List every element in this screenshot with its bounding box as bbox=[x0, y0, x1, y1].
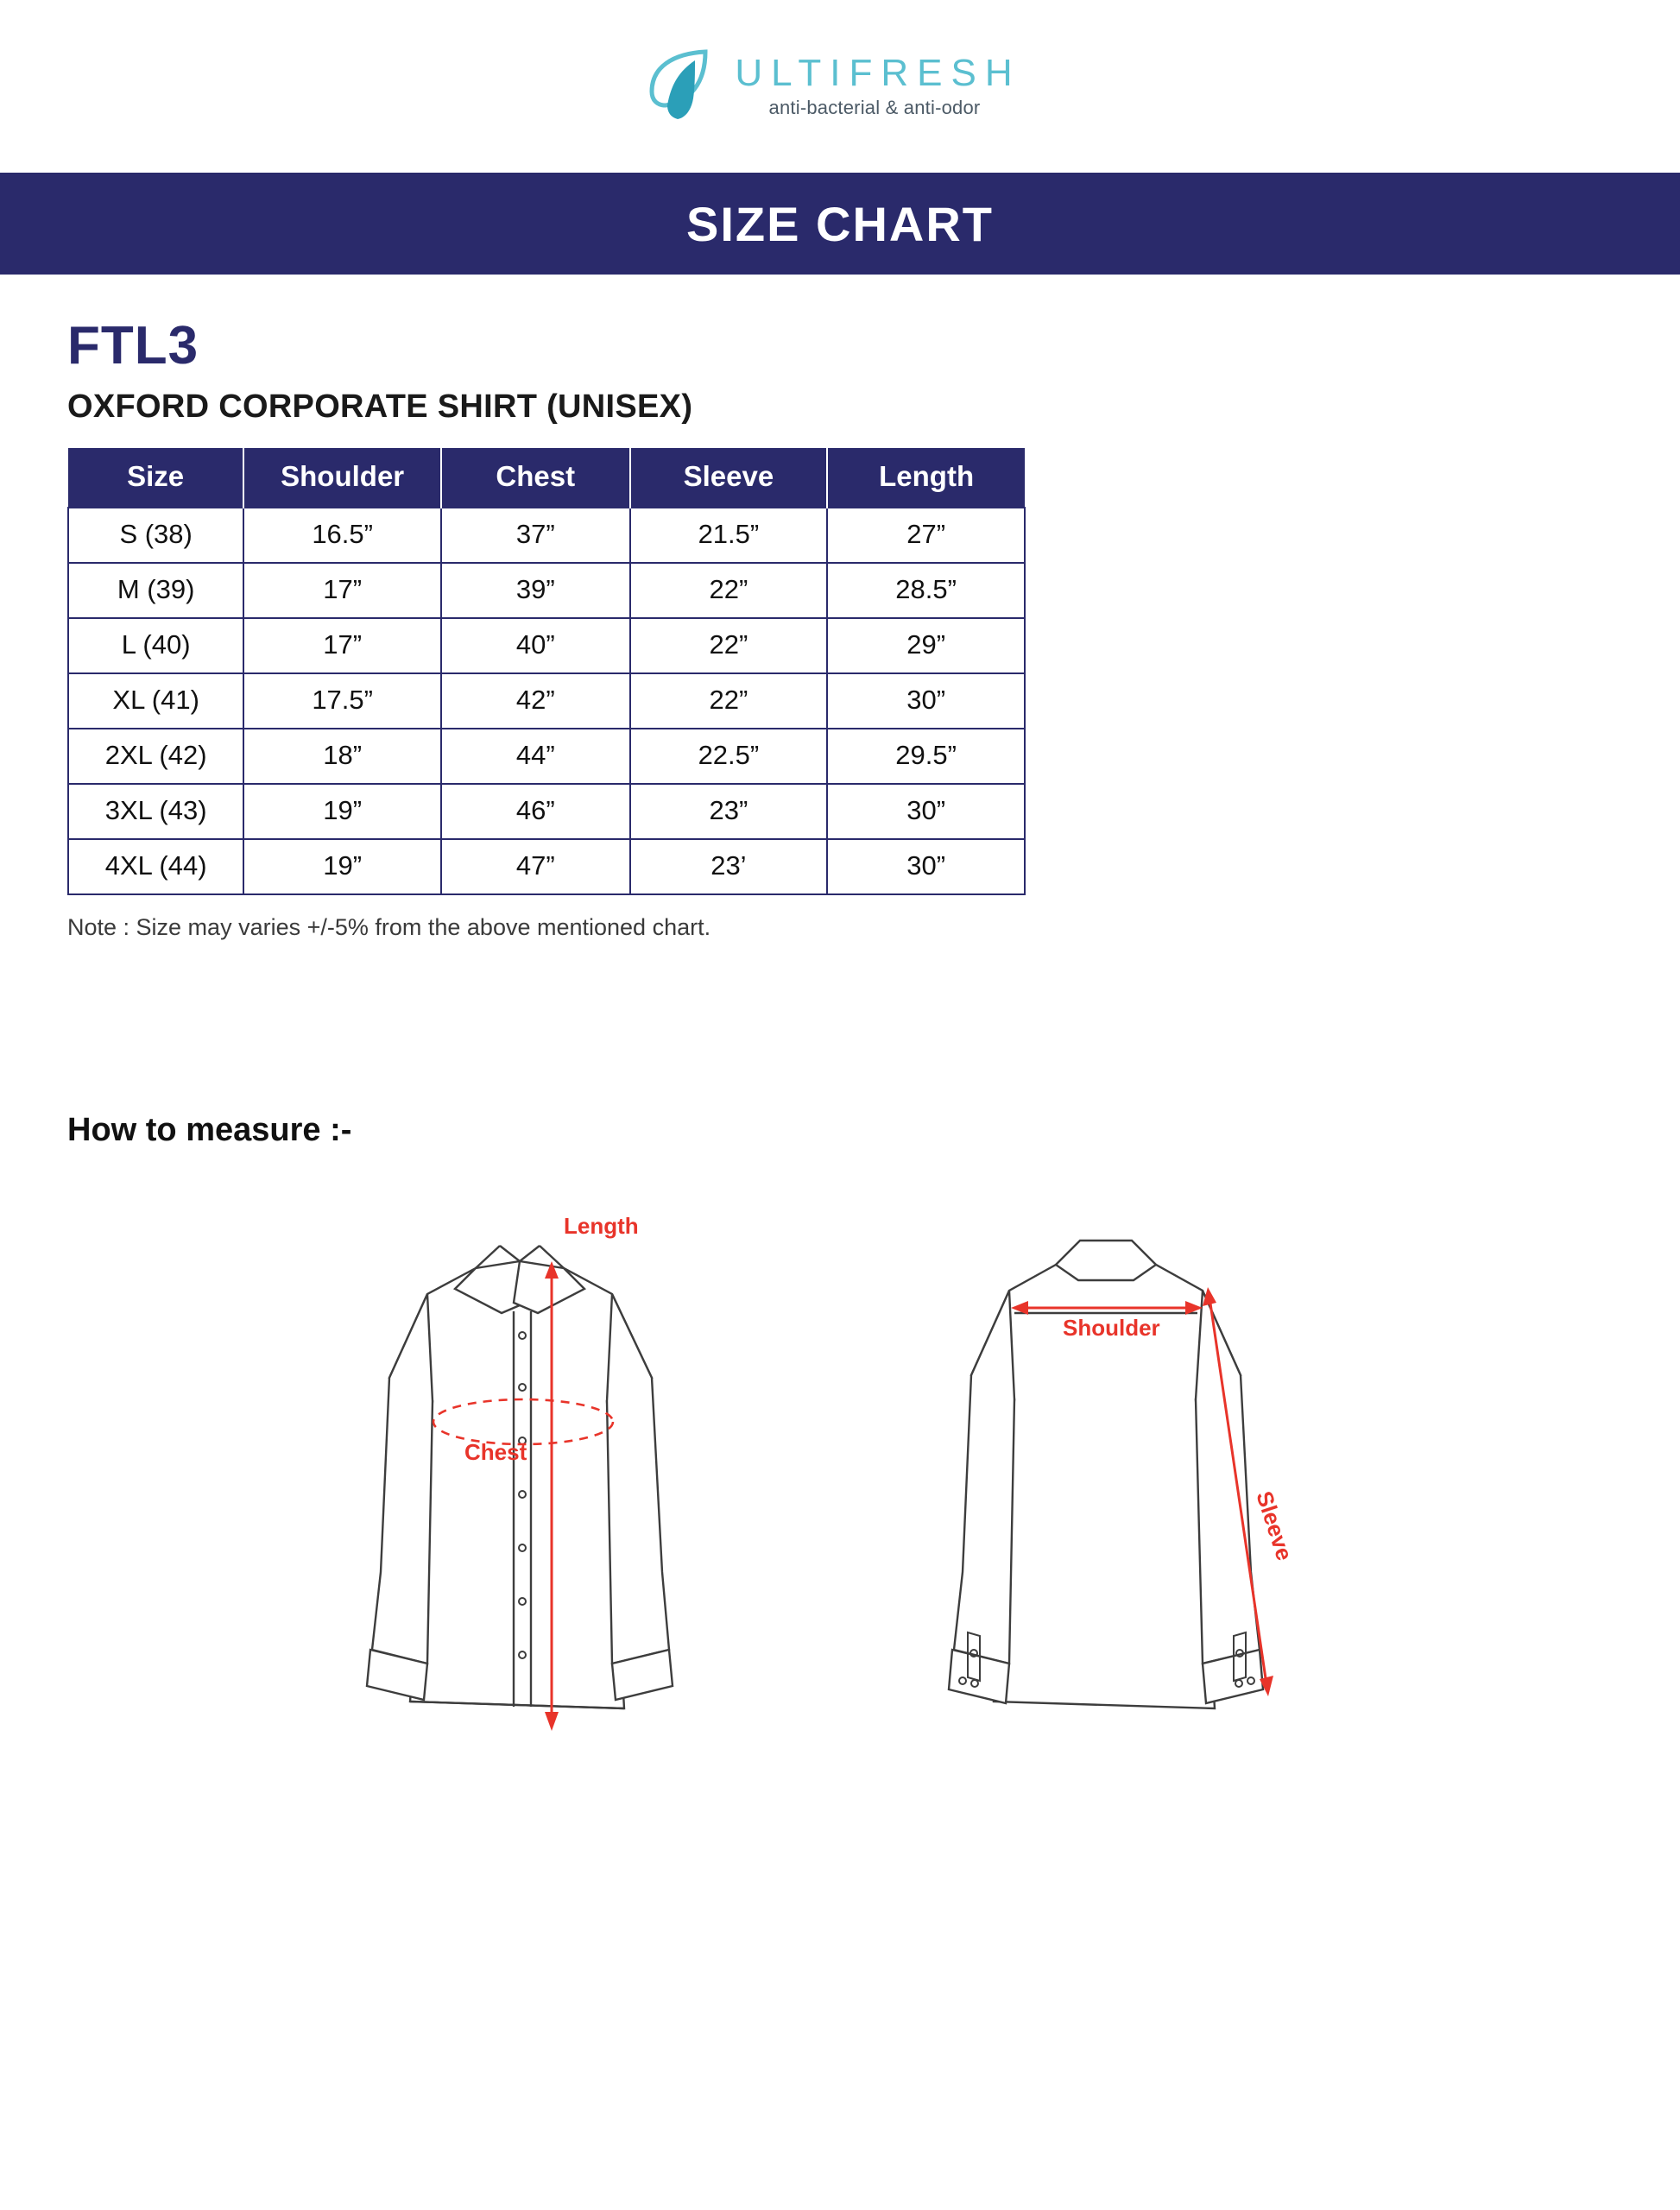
table-row bbox=[68, 729, 1025, 784]
shirt-back-diagram bbox=[866, 1201, 1401, 1805]
cell-chest: 40” bbox=[441, 618, 630, 673]
label-chest: Chest bbox=[464, 1439, 527, 1465]
cell-shoulder: 18” bbox=[243, 729, 441, 784]
cell-length: 30” bbox=[827, 784, 1025, 839]
cell-size: L (40) bbox=[68, 618, 243, 673]
leaf-icon bbox=[645, 48, 716, 124]
content bbox=[0, 275, 1680, 1149]
table-row bbox=[68, 563, 1025, 618]
product-name: OXFORD CORPORATE SHIRT (UNISEX) bbox=[67, 388, 693, 425]
cell-length: 27” bbox=[827, 508, 1025, 563]
shirt-front-diagram bbox=[279, 1201, 814, 1805]
table-row bbox=[68, 508, 1025, 563]
cell-shoulder: 17” bbox=[243, 563, 441, 618]
cell-chest: 39” bbox=[441, 563, 630, 618]
cell-sleeve: 22.5” bbox=[630, 729, 828, 784]
cell-sleeve: 22” bbox=[630, 673, 828, 729]
cell-sleeve: 22” bbox=[630, 618, 828, 673]
cell-size: 4XL (44) bbox=[68, 839, 243, 894]
column-header-shoulder: Shoulder bbox=[243, 448, 441, 508]
cell-length: 30” bbox=[827, 839, 1025, 894]
logo-tagline: anti-bacterial & anti-odor bbox=[768, 97, 981, 119]
cell-shoulder: 16.5” bbox=[243, 508, 441, 563]
measurement-diagram bbox=[0, 1201, 1680, 1805]
cell-shoulder: 19” bbox=[243, 784, 441, 839]
product-code: FTL3 bbox=[67, 316, 199, 376]
cell-length: 30” bbox=[827, 673, 1025, 729]
column-header-length: Length bbox=[827, 448, 1025, 508]
cell-chest: 47” bbox=[441, 839, 630, 894]
logo-header bbox=[0, 0, 1680, 173]
cell-sleeve: 23’ bbox=[630, 839, 828, 894]
table-header-row bbox=[68, 448, 1025, 508]
cell-chest: 44” bbox=[441, 729, 630, 784]
cell-size: S (38) bbox=[68, 508, 243, 563]
cell-length: 29” bbox=[827, 618, 1025, 673]
logo-brand: ULTIFRESH bbox=[735, 51, 1021, 94]
table-row bbox=[68, 839, 1025, 894]
cell-size: 3XL (43) bbox=[68, 784, 243, 839]
cell-chest: 42” bbox=[441, 673, 630, 729]
cell-length: 28.5” bbox=[827, 563, 1025, 618]
cell-sleeve: 21.5” bbox=[630, 508, 828, 563]
table-row bbox=[68, 784, 1025, 839]
table-row bbox=[68, 673, 1025, 729]
cell-shoulder: 17” bbox=[243, 618, 441, 673]
size-table bbox=[67, 448, 1026, 895]
size-note: Note : Size may varies +/-5% from the above mentioned chart. bbox=[67, 914, 711, 940]
cell-sleeve: 22” bbox=[630, 563, 828, 618]
cell-size: XL (41) bbox=[68, 673, 243, 729]
label-sleeve: Sleeve bbox=[1251, 1487, 1298, 1564]
cell-chest: 37” bbox=[441, 508, 630, 563]
how-to-measure-heading: How to measure :- bbox=[67, 1112, 352, 1148]
cell-length: 29.5” bbox=[827, 729, 1025, 784]
label-shoulder: Shoulder bbox=[1063, 1315, 1160, 1341]
page-title: SIZE CHART bbox=[686, 196, 994, 251]
column-header-size: Size bbox=[68, 448, 243, 508]
label-length: Length bbox=[564, 1213, 639, 1239]
cell-size: M (39) bbox=[68, 563, 243, 618]
table-row bbox=[68, 618, 1025, 673]
column-header-chest: Chest bbox=[441, 448, 630, 508]
cell-shoulder: 19” bbox=[243, 839, 441, 894]
size-chart-band bbox=[0, 173, 1680, 275]
logo bbox=[645, 48, 1020, 124]
cell-chest: 46” bbox=[441, 784, 630, 839]
cell-sleeve: 23” bbox=[630, 784, 828, 839]
cell-size: 2XL (42) bbox=[68, 729, 243, 784]
cell-shoulder: 17.5” bbox=[243, 673, 441, 729]
column-header-sleeve: Sleeve bbox=[630, 448, 828, 508]
